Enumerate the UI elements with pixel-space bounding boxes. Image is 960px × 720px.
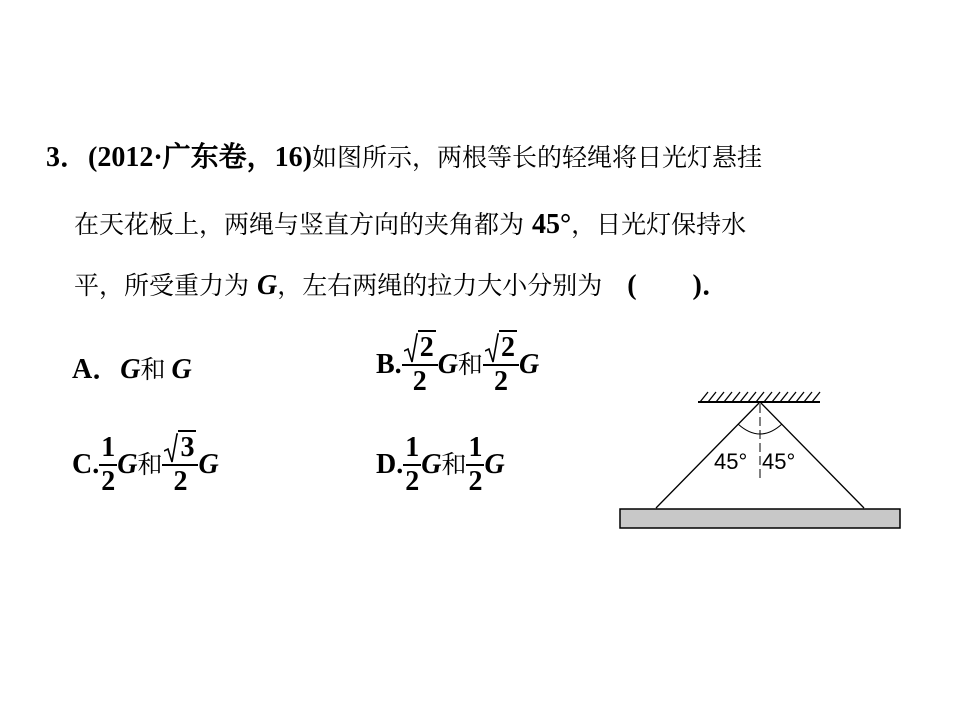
option-d-and: 和 <box>441 450 467 479</box>
option-a[interactable] <box>72 350 192 390</box>
question-weight-symbol: G <box>256 270 278 301</box>
option-b-g2: G <box>518 349 540 380</box>
option-b-and: 和 <box>457 350 483 379</box>
option-c-fraction-1: $\frac{1}{2}$ <box>101 432 116 497</box>
option-d-fraction-1: $\frac{1}{2}$ <box>405 432 420 497</box>
answer-blank: ( )． <box>627 270 730 301</box>
sqrt-sign: 2 <box>485 334 517 362</box>
option-a-g1: G <box>120 354 141 385</box>
angle-right-label: 45° <box>762 449 796 474</box>
question-text-2b: ，日光灯保持水 <box>571 210 747 239</box>
sqrt-sign: 2 <box>404 334 436 362</box>
option-a-g2: G <box>171 354 192 385</box>
option-a-label: A． <box>72 354 121 385</box>
ceiling <box>698 392 820 402</box>
option-d-fraction-2: $\frac{1}{2}$ <box>468 432 483 497</box>
option-b-fraction-1: $\frac{2}{2}$ <box>402 334 438 396</box>
question-number: 3． <box>46 142 89 173</box>
option-b-label: B. <box>376 349 402 380</box>
question-line-1 <box>46 138 762 178</box>
lamp-suspension-figure <box>610 390 910 540</box>
option-c-g2: G <box>198 449 219 480</box>
option-c-and: 和 <box>137 450 163 479</box>
option-b-g1: G <box>437 349 458 380</box>
option-c-label: C. <box>72 449 100 480</box>
option-a-and: 和 <box>140 355 166 384</box>
question-text-3b: ，左右两绳的拉力大小分别为 <box>277 271 628 300</box>
option-c[interactable] <box>72 434 219 496</box>
question-line-2 <box>74 205 746 245</box>
question-line-3 <box>74 266 730 306</box>
option-d-label: D. <box>376 449 404 480</box>
question-source: (2012·广东卷，16) <box>88 142 313 173</box>
sqrt-sign: 3 <box>164 434 196 462</box>
option-c-g1: G <box>117 449 138 480</box>
question-text-3a: 平，所受重力为 <box>74 271 257 300</box>
option-c-fraction-2: $\frac{3}{2}$ <box>162 434 198 496</box>
question-angle: 45° <box>531 209 572 240</box>
question-text-1: 如图所示，两根等长的轻绳将日光灯悬挂 <box>312 143 763 172</box>
option-d[interactable] <box>376 434 505 496</box>
angle-left-label: 45° <box>714 449 748 474</box>
fluorescent-lamp <box>620 509 900 528</box>
option-d-g1: G <box>421 449 442 480</box>
option-d-g2: G <box>484 449 505 480</box>
question-text-2a: 在天花板上，两绳与竖直方向的夹角都为 <box>74 210 532 239</box>
option-b[interactable] <box>376 334 539 396</box>
option-b-fraction-2: $\frac{2}{2}$ <box>483 334 519 396</box>
